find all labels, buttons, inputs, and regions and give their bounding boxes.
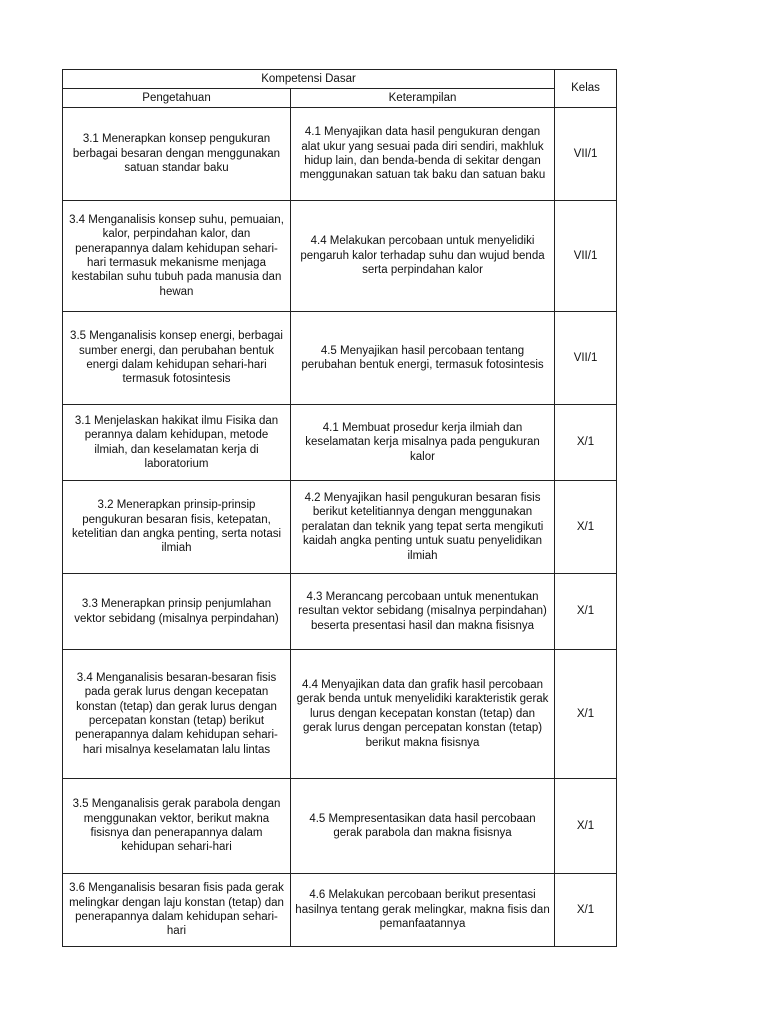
cell-keterampilan: 4.4 Melakukan percobaan untuk menyelidiki pengaruh kalor terhadap suhu dan wujud benda serta perpindahan kalor xyxy=(291,201,555,312)
cell-kelas: VII/1 xyxy=(555,108,617,201)
header-kompetensi-dasar: Kompetensi Dasar xyxy=(63,70,555,89)
cell-pengetahuan: 3.1 Menjelaskan hakikat ilmu Fisika dan perannya dalam kehidupan, metode ilmiah, dan keselamatan kerja di laboratorium xyxy=(63,405,291,481)
table-row xyxy=(63,779,617,874)
cell-keterampilan: 4.5 Mempresentasikan data hasil percobaan gerak parabola dan makna fisisnya xyxy=(291,779,555,874)
cell-kelas: VII/1 xyxy=(555,201,617,312)
table-row xyxy=(63,874,617,947)
kompetensi-dasar-table xyxy=(62,69,617,947)
cell-kelas: X/1 xyxy=(555,481,617,574)
cell-kelas: X/1 xyxy=(555,650,617,779)
cell-kelas: X/1 xyxy=(555,574,617,650)
cell-pengetahuan: 3.5 Menganalisis gerak parabola dengan menggunakan vektor, berikut makna fisisnya dan penerapannya dalam kehidupan sehari-hari xyxy=(63,779,291,874)
table-row xyxy=(63,481,617,574)
cell-keterampilan: 4.5 Menyajikan hasil percobaan tentang perubahan bentuk energi, termasuk fotosintesis xyxy=(291,312,555,405)
cell-kelas: X/1 xyxy=(555,874,617,947)
table-row xyxy=(63,405,617,481)
cell-keterampilan: 4.1 Menyajikan data hasil pengukuran dengan alat ukur yang sesuai pada diri sendiri, makhluk hidup lain, dan benda-benda di sekitar dengan menggunakan satuan tak baku dan satuan baku xyxy=(291,108,555,201)
table-row xyxy=(63,650,617,779)
cell-keterampilan: 4.3 Merancang percobaan untuk menentukan resultan vektor sebidang (misalnya perpindahan) beserta presentasi hasil dan makna fisisnya xyxy=(291,574,555,650)
cell-kelas: X/1 xyxy=(555,779,617,874)
table-row xyxy=(63,312,617,405)
cell-pengetahuan: 3.3 Menerapkan prinsip penjumlahan vektor sebidang (misalnya perpindahan) xyxy=(63,574,291,650)
cell-keterampilan: 4.4 Menyajikan data dan grafik hasil percobaan gerak benda untuk menyelidiki karakteristik gerak lurus dengan kecepatan konstan (tetap) dan gerak lurus dengan percepatan konstan (tetap) berikut makna fisisnya xyxy=(291,650,555,779)
cell-pengetahuan: 3.4 Menganalisis konsep suhu, pemuaian, kalor, perpindahan kalor, dan penerapannya dalam kehidupan sehari-hari termasuk mekanisme menjaga kestabilan suhu tubuh pada manusia dan hewan xyxy=(63,201,291,312)
cell-pengetahuan: 3.6 Menganalisis besaran fisis pada gerak melingkar dengan laju konstan (tetap) dan penerapannya dalam kehidupan sehari-hari xyxy=(63,874,291,947)
cell-keterampilan: 4.2 Menyajikan hasil pengukuran besaran fisis berikut ketelitiannya dengan menggunakan peralatan dan teknik yang tepat serta mengikuti kaidah angka penting untuk suatu penyelidikan ilmiah xyxy=(291,481,555,574)
header-keterampilan: Keterampilan xyxy=(291,89,555,108)
cell-keterampilan: 4.1 Membuat prosedur kerja ilmiah dan keselamatan kerja misalnya pada pengukuran kalor xyxy=(291,405,555,481)
cell-kelas: X/1 xyxy=(555,405,617,481)
cell-pengetahuan: 3.4 Menganalisis besaran-besaran fisis pada gerak lurus dengan kecepatan konstan (tetap) dan gerak lurus dengan percepatan konstan (tetap) berikut penerapannya dalam kehidupan sehari-hari misalnya keselamatan lalu lintas xyxy=(63,650,291,779)
table-row xyxy=(63,201,617,312)
cell-pengetahuan: 3.2 Menerapkan prinsip-prinsip pengukuran besaran fisis, ketepatan, ketelitian dan angka penting, serta notasi ilmiah xyxy=(63,481,291,574)
cell-kelas: VII/1 xyxy=(555,312,617,405)
header-kelas: Kelas xyxy=(555,70,617,108)
table-row xyxy=(63,574,617,650)
cell-keterampilan: 4.6 Melakukan percobaan berikut presentasi hasilnya tentang gerak melingkar, makna fisis dan pemanfaatannya xyxy=(291,874,555,947)
table-row xyxy=(63,108,617,201)
header-pengetahuan: Pengetahuan xyxy=(63,89,291,108)
cell-pengetahuan: 3.1 Menerapkan konsep pengukuran berbagai besaran dengan menggunakan satuan standar baku xyxy=(63,108,291,201)
cell-pengetahuan: 3.5 Menganalisis konsep energi, berbagai sumber energi, dan perubahan bentuk energi dalam kehidupan sehari-hari termasuk fotosintesis xyxy=(63,312,291,405)
